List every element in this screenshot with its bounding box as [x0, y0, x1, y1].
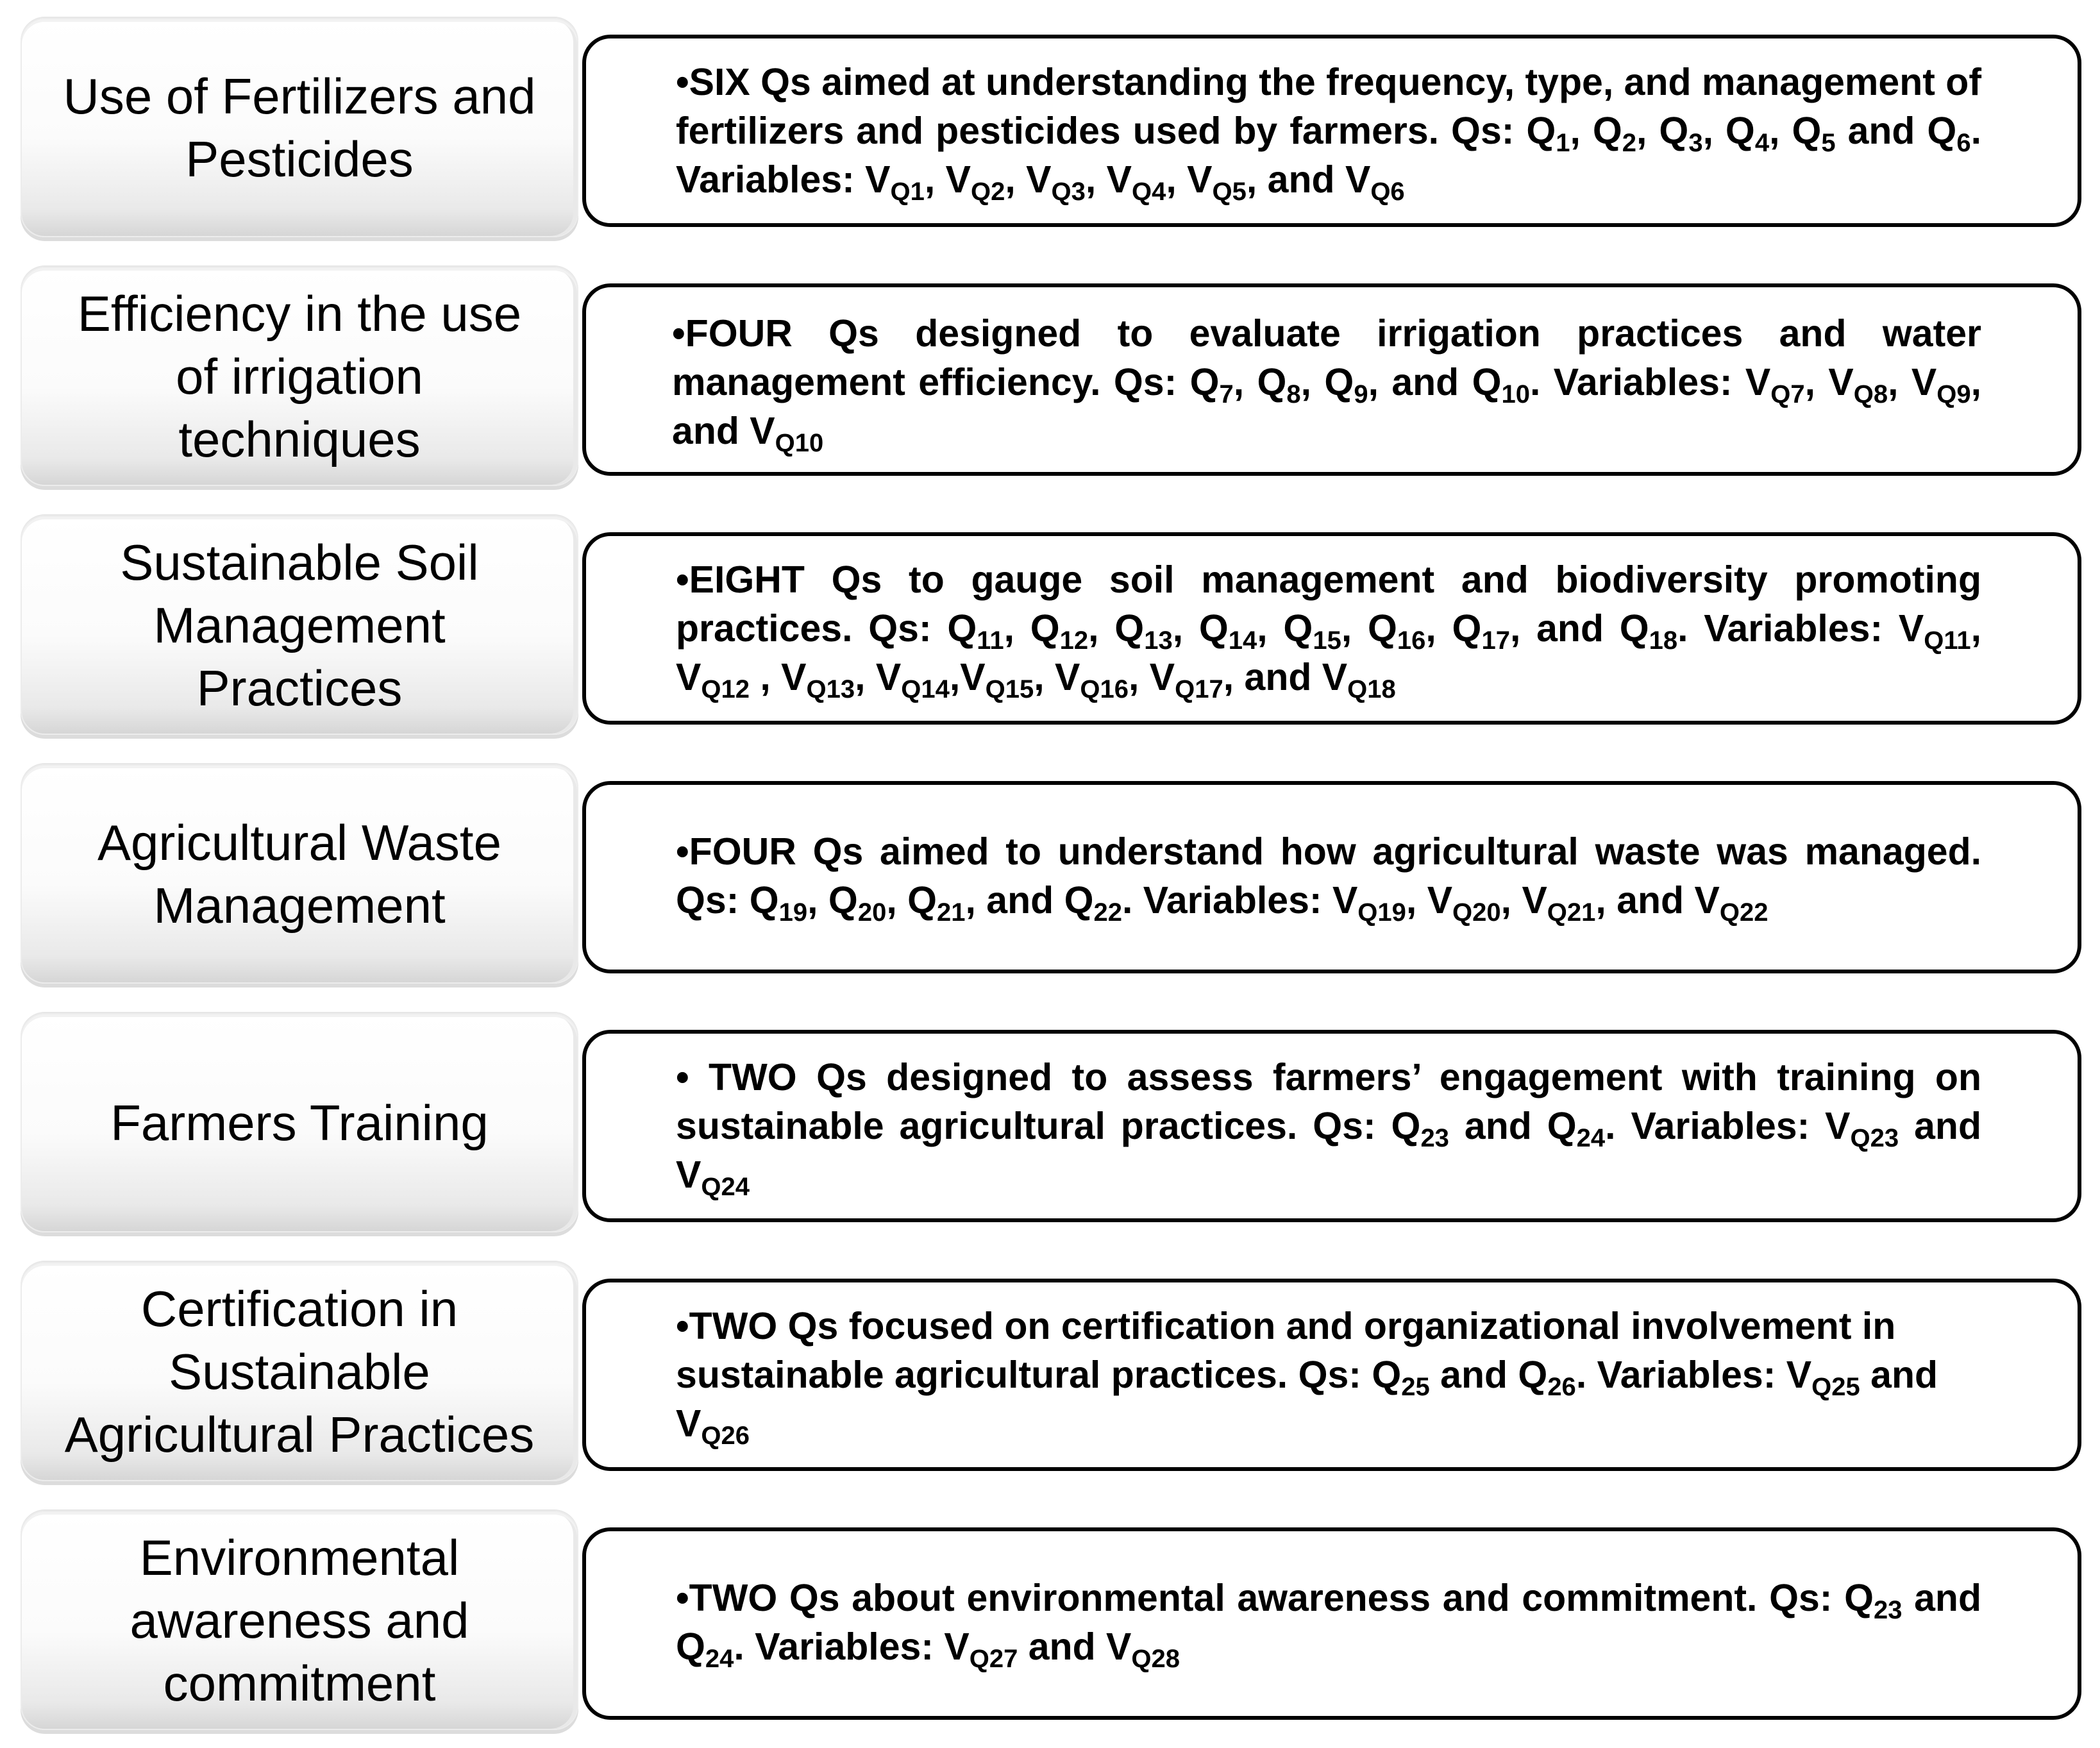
category-description-box — [582, 1030, 2081, 1222]
category-label-text: Efficiency in the use of irrigation techniques — [77, 285, 522, 467]
category-description: •FOUR Qs aimed to understand how agricultural waste was managed. Qs: $Q_{19}$, $Q_{20}$, $Q_{21}$, and $Q_{22}$. Variables: $V_{Q19}$, $V_{Q20}$, $V_{Q21}$, and $V_{Q22}$ — [676, 830, 1981, 927]
category-description-box — [582, 35, 2081, 227]
category-label-text: Agricultural Waste Management — [97, 814, 501, 934]
category-description-box — [582, 1527, 2081, 1720]
category-description: •FOUR Qs designed to evaluate irrigation practices and water management efficiency. Qs: $Q_7$, $Q_8$, $Q_9$, and $Q_{10}$. Variables: $V_{Q7}$, $V_{Q8}$, $V_{Q9}$, and $V_{Q10}$ — [672, 312, 1981, 457]
category-label-text: Environmental awareness and commitment — [130, 1529, 469, 1711]
category-label-text: Sustainable Soil Management Practices — [120, 534, 479, 716]
category-description-box — [582, 532, 2081, 725]
category-description: •TWO Qs focused on certification and organizational involvement in sustainable agricultural practices. Qs: $Q_{25}$ and $Q_{26}$. Variables: $V_{Q25}$ and $V_{Q26}$ — [676, 1305, 1938, 1450]
category-label — [21, 267, 578, 486]
category-label-text: Certification in Sustainable Agricultural Practices — [64, 1281, 535, 1463]
category-description: •SIX Qs aimed at understanding the frequency, type, and management of fertilizers and pesticides used by farmers. Qs: $Q_1$, $Q_2$, $Q_3$, $Q_4$, $Q_5$ and $Q_6$. Variables: $V_{Q1}$, $V_{Q2}$, $V_{Q3}$, $V_{Q4}$, $V_{Q5}$, and $V_{Q6}$ — [676, 61, 1981, 206]
category-description-box — [582, 283, 2081, 476]
category-label — [21, 18, 578, 237]
category-label — [21, 1511, 578, 1730]
category-label — [21, 516, 578, 735]
category-description: •TWO Qs about environmental awareness and commitment. Qs: $Q_{23}$ and $Q_{24}$. Variables: $V_{Q27}$ and $V_{Q28}$ — [676, 1577, 1981, 1673]
category-label-text: Use of Fertilizers and Pesticides — [63, 68, 536, 187]
category-description: •EIGHT Qs to gauge soil management and biodiversity promoting practices. Qs: $Q_{11}$, $Q_{12}$, $Q_{13}$, $Q_{14}$, $Q_{15}$, $Q_{16}$, $Q_{17}$, and $Q_{18}$. Variables: $V_{Q11}$, $V_{Q12}$ , $V_{Q13}$, $V_{Q14},V_{Q15}$, $V_{Q16}$, $V_{Q17}$, and $V_{Q18}$ — [676, 559, 1982, 703]
category-label — [21, 764, 578, 984]
category-label — [21, 1013, 578, 1232]
category-description-box — [582, 1279, 2081, 1471]
category-description-box — [582, 781, 2081, 973]
category-description: • TWO Qs designed to assess farmers’ engagement with training on sustainable agricultural practices. Qs: $Q_{23}$ and $Q_{24}$. Variables: $V_{Q23}$ and $V_{Q24}$ — [676, 1056, 1981, 1201]
category-label-text: Farmers Training — [110, 1095, 489, 1151]
category-label — [21, 1262, 578, 1481]
